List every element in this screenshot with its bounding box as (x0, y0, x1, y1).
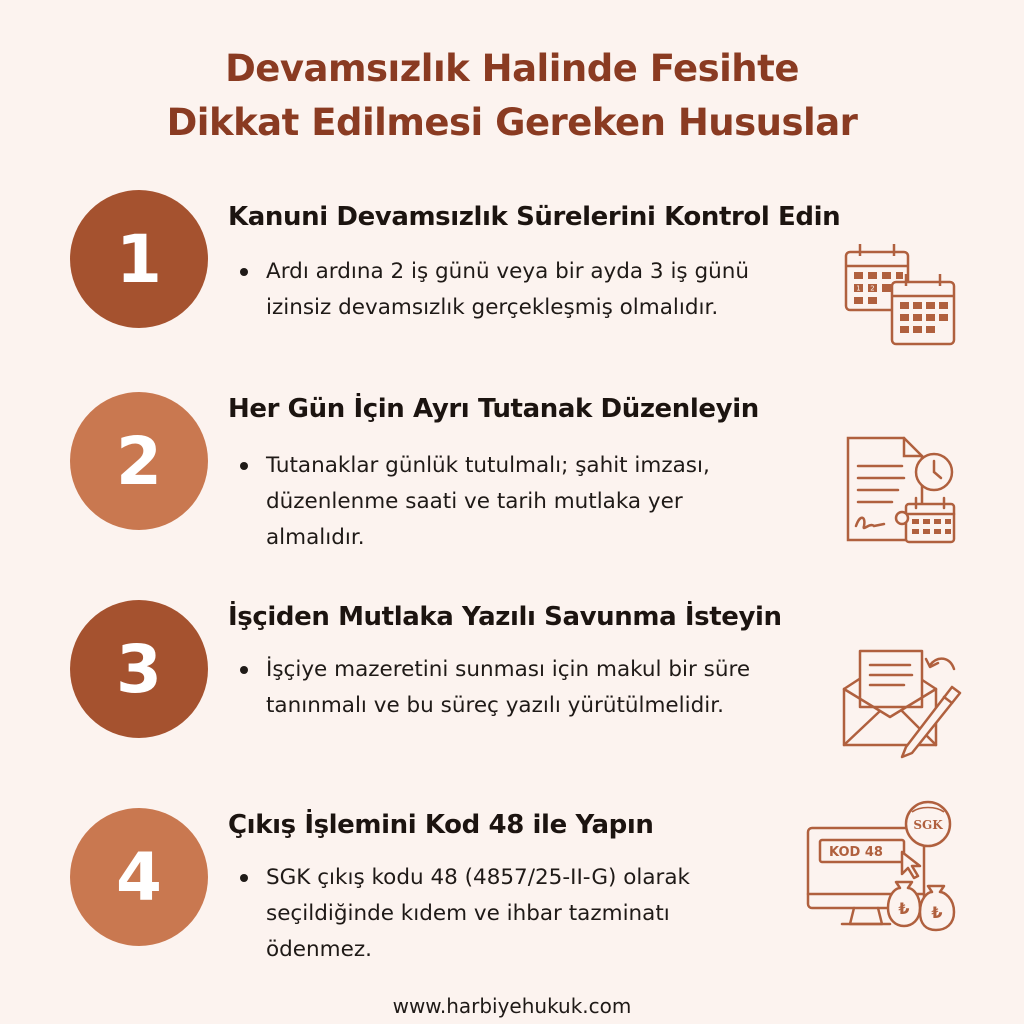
bullet-line: ödenmez. (266, 937, 372, 962)
step-1 (0, 190, 1024, 390)
step-heading: İşçiden Mutlaka Yazılı Savunma İsteyin (228, 602, 782, 632)
bullet-line: Ardı ardına 2 iş günü veya bir ayda 3 iş günü (266, 259, 749, 284)
title-line-1: Devamsızlık Halinde Fesihte (225, 47, 799, 90)
step-heading: Kanuni Devamsızlık Sürelerini Kontrol Edin (228, 202, 841, 232)
step-number-badge: 1 (70, 190, 208, 328)
kod-48-label: KOD 48 (829, 845, 883, 860)
calendar-icon (840, 240, 960, 350)
step-2 (0, 392, 1024, 592)
lira-symbol: ₺ (898, 899, 910, 918)
bullet-line: Tutanaklar günlük tutulmalı; şahit imzası, (266, 453, 710, 478)
bullet-line: tanınmalı ve bu süreç yazılı yürütülmelidir. (266, 693, 724, 718)
bullet-dot (240, 268, 248, 276)
calendar-day-2: 2 (870, 284, 875, 293)
bullet-line: SGK çıkış kodu 48 (4857/25-II-G) olarak (266, 865, 690, 890)
bullet-line: İşçiye mazeretini sunması için makul bir süre (266, 657, 751, 682)
footer-website: www.harbiyehukuk.com (392, 994, 632, 1018)
bullet-line: izinsiz devamsızlık gerçekleşmiş olmalıdır. (266, 295, 719, 320)
bullet-dot (240, 462, 248, 470)
page-title (0, 42, 1024, 150)
bullet-line: almalıdır. (266, 525, 365, 550)
document-clock-icon (842, 434, 960, 549)
bullet-line: seçildiğinde kıdem ve ihbar tazminatı (266, 901, 670, 926)
title-line-2: Dikkat Edilmesi Gereken Hususlar (166, 101, 858, 144)
sgk-logo-text: SGK (913, 818, 943, 832)
monitor-money-icon (804, 798, 964, 948)
step-number-badge: 3 (70, 600, 208, 738)
step-heading: Her Gün İçin Ayrı Tutanak Düzenleyin (228, 394, 759, 424)
calendar-day-1: 1 (856, 284, 861, 293)
step-number-badge: 4 (70, 808, 208, 946)
step-heading: Çıkış İşlemini Kod 48 ile Yapın (228, 810, 654, 840)
step-number-badge: 2 (70, 392, 208, 530)
bullet-dot (240, 874, 248, 882)
envelope-pen-icon (840, 645, 962, 760)
step-4 (0, 808, 1024, 1008)
bullet-dot (240, 666, 248, 674)
step-3 (0, 600, 1024, 800)
bullet-line: düzenlenme saati ve tarih mutlaka yer (266, 489, 683, 514)
lira-symbol: ₺ (931, 903, 943, 922)
